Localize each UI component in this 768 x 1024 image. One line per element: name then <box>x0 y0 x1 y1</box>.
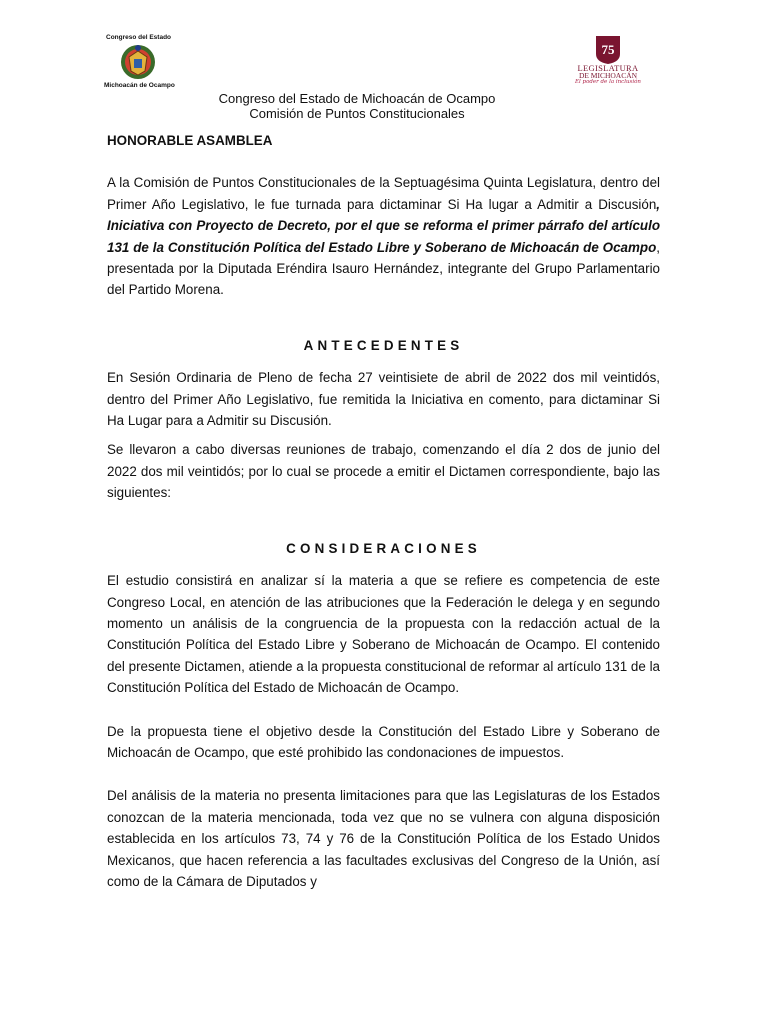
legislature-line2: DE MICHOACÁN <box>578 71 638 80</box>
consideraciones-heading: CONSIDERACIONES <box>286 540 481 556</box>
legislature-tagline: El poder de la inclusión <box>575 79 641 85</box>
intro-paragraph <box>107 172 660 300</box>
consideraciones-paragraph-3: Del análisis de la materia no presenta limitaciones para que las Legislaturas de los Estados conozcan de la materia mencionada, toda vez que no se vulnera con alguna disposición establecida en los artículos 73, 74 y 76 de la Constitución Política de los Estado Unidos Mexicanos, que hacen referencia a las facultades exclusivas del Congreso de la Unión, así como de la Cámara de Diputados y <box>107 788 660 889</box>
legislatura-75-logo <box>566 36 650 94</box>
badge-number: 75 <box>601 42 615 57</box>
consideraciones-paragraph-1: El estudio consistirá en analizar sí la materia a que se refiere es competencia de este Congreso Local, en atención de las atribuciones que la Federación le delega y en segundo momento un análisis de la congruencia de la propuesta con la redacción actual de la Constitución Política del Estado Libre y Soberano de Michoacán de Ocampo. El contenido del presente Dictamen, atiende a la propuesta constitucional de reformar al artículo 131 de la Constitución Política del Estado de Michoacán de Ocampo. <box>107 573 660 696</box>
intro-part2: , presentada por la Diputada Eréndira Isauro Hernández, integrante del Grupo Parlamentario del Partido Morena. <box>107 239 660 298</box>
legislature-line1: LEGISLATURA <box>577 63 639 73</box>
intro-part1: A la Comisión de Puntos Constitucionales de la Septuagésima Quinta Legislatura, dentro del Primer Año Legislativo, le fue turnada para dictaminar Si Ha lugar a Admitir a Discusión <box>107 175 660 212</box>
seal-bottom-text: Michoacán de Ocampo <box>104 82 175 89</box>
header-line1: Congreso del Estado de Michoacán de Ocampo <box>218 91 496 106</box>
coat-of-arms-icon <box>118 42 158 82</box>
legislature-75-badge-icon <box>593 36 623 64</box>
consideraciones-paragraph-2: De la propuesta tiene el objetivo desde la Constitución del Estado Libre y Soberano de Michoacán de Ocampo, que esté prohibido las condonaciones de impuestos. <box>107 723 660 760</box>
document-body <box>107 130 660 892</box>
header-line2: Comisión de Puntos Constitucionales <box>249 106 465 121</box>
antecedentes-paragraph-1: En Sesión Ordinaria de Pleno de fecha 27 veintisiete de abril de 2022 dos mil veintidós, dentro del Primer Año Legislativo, fue remitida la Iniciativa en comento, para dictaminar Si Ha Lugar para a Admitir su Discusión. <box>107 370 660 429</box>
document-header <box>107 91 607 121</box>
salutation: HONORABLE ASAMBLEA <box>107 133 273 148</box>
seal-top-text: Congreso del Estado <box>106 34 172 41</box>
antecedentes-paragraph-2: Se llevaron a cabo diversas reuniones de trabajo, comenzando el día 2 dos de junio del 2022 dos mil veintidós; por lo cual se procede a emitir el Dictamen correspondiente, bajo las siguientes: <box>107 442 660 501</box>
intro-initiative-title: , Iniciativa con Proyecto de Decreto, por el que se reforma el primer párrafo del artículo 131 de la Constitución Política del Estado Libre y Soberano de Michoacán de Ocampo <box>107 196 660 255</box>
congress-seal-logo <box>104 34 174 92</box>
antecedentes-heading: ANTECEDENTES <box>303 337 464 353</box>
